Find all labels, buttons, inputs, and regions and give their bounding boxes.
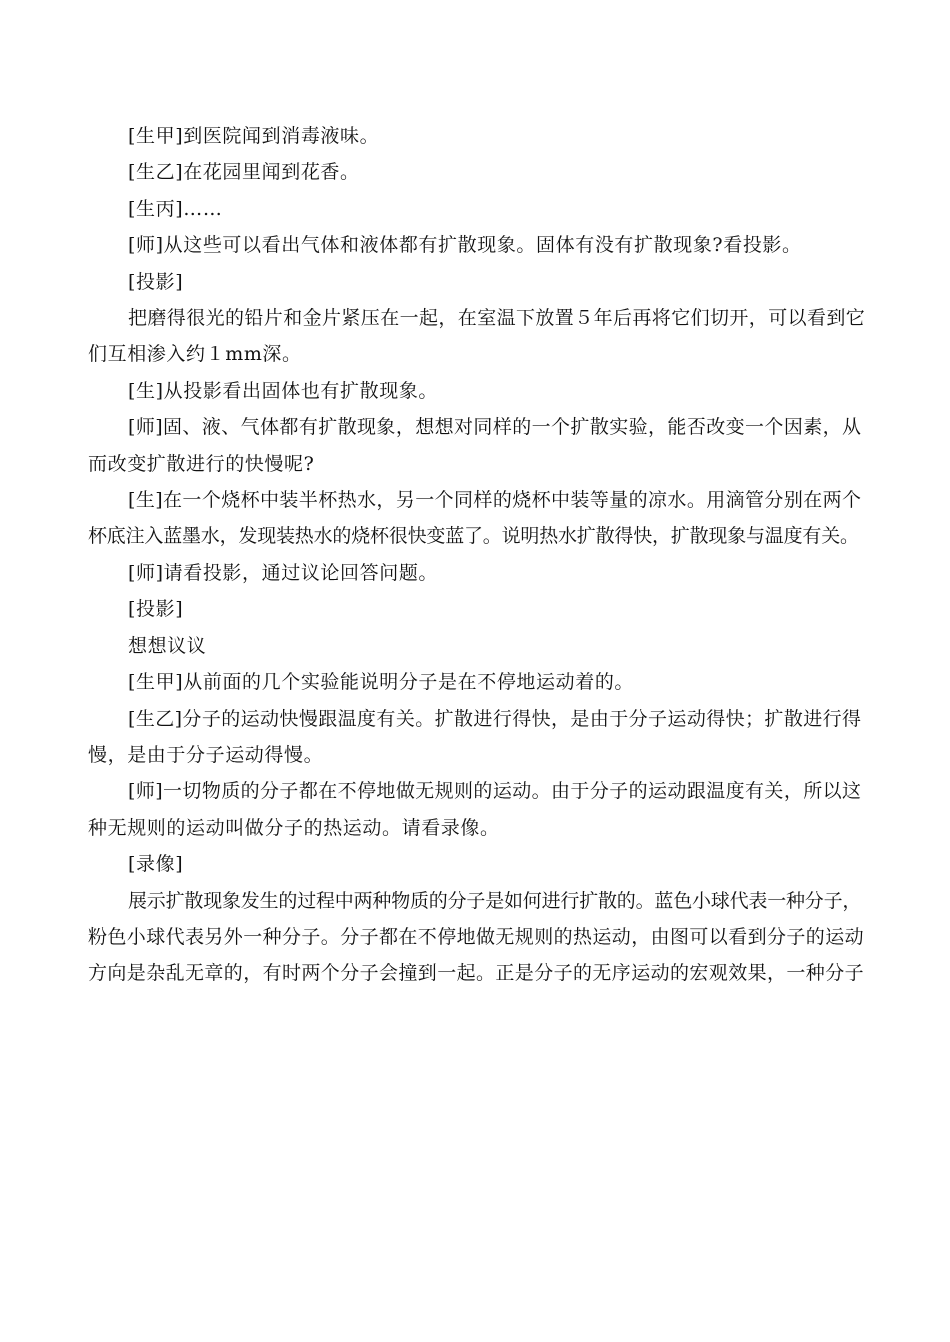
paragraph [88, 555, 864, 591]
paragraph [88, 264, 864, 300]
text-line: 展示扩散现象发生的过程中两种物质的分子是如何进行扩散的。蓝色小球代表一种分子， [128, 889, 862, 912]
text-line: [生甲]到医院闻到消毒液味。 [128, 125, 380, 147]
text-line: [师]从这些可以看出气体和液体都有扩散现象。固体有没有扩散现象?看投影。 [128, 234, 802, 257]
text-line: [师]一切物质的分子都在不停地做无规则的运动。由于分子的运动跟温度有关，所以这 [128, 780, 862, 803]
text-line: 种无规则的运动叫做分子的热运动。请看录像。 [88, 816, 500, 839]
text-line: 想想议议 [128, 634, 207, 657]
paragraph [88, 591, 864, 627]
text-line: 杯底注入蓝墨水，发现装热水的烧杯很快变蓝了。说明热水扩散得快，扩散现象与温度有关。 [88, 525, 859, 548]
text-line: 而改变扩散进行的快慢呢? [88, 452, 315, 475]
text-line: 们互相渗入约１mm深。 [88, 343, 302, 366]
paragraph [88, 773, 864, 846]
text-line: [生丙]…… [128, 197, 223, 220]
text-line: 方向是杂乱无章的，有时两个分子会撞到一起。正是分子的无序运动的宏观效果，一种分子 [88, 962, 865, 985]
paragraph [88, 701, 864, 774]
text-line: [投影] [128, 270, 184, 293]
text-line: [生]从投影看出固体也有扩散现象。 [128, 379, 439, 402]
paragraph [88, 154, 864, 190]
text-line: [录像] [128, 853, 184, 876]
text-line: [投影] [128, 598, 184, 621]
paragraph [88, 883, 864, 992]
text-line: [师]请看投影，通过议论回答问题。 [128, 561, 439, 584]
text-line: 慢，是由于分子运动得慢。 [88, 743, 324, 766]
paragraph [88, 846, 864, 882]
text-line: 把磨得很光的铅片和金片紧压在一起，在室温下放置５年后再将它们切开，可以看到它 [128, 307, 866, 330]
paragraph [88, 300, 864, 373]
paragraph [88, 409, 864, 482]
text-line: [生乙]在花园里闻到花香。 [128, 161, 360, 184]
text-line: 粉色小球代表另外一种分子。分子都在不停地做无规则的热运动，由图可以看到分子的运动 [88, 925, 865, 948]
text-line: [师]固、液、气体都有扩散现象，想想对同样的一个扩散实验，能否改变一个因素，从 [128, 416, 862, 439]
paragraph [88, 628, 864, 664]
text-line: [生甲]从前面的几个实验能说明分子是在不停地运动着的。 [128, 671, 635, 694]
document-page [88, 118, 864, 992]
text-line: [生乙]分子的运动快慢跟温度有关。扩散进行得快，是由于分子运动得快；扩散进行得 [128, 707, 862, 730]
paragraph [88, 373, 864, 409]
paragraph [88, 118, 864, 154]
paragraph [88, 664, 864, 700]
text-line: [生]在一个烧杯中装半杯热水，另一个同样的烧杯中装等量的凉水。用滴管分别在两个 [128, 489, 862, 512]
paragraph [88, 191, 864, 227]
paragraph [88, 482, 864, 555]
paragraph [88, 227, 864, 263]
